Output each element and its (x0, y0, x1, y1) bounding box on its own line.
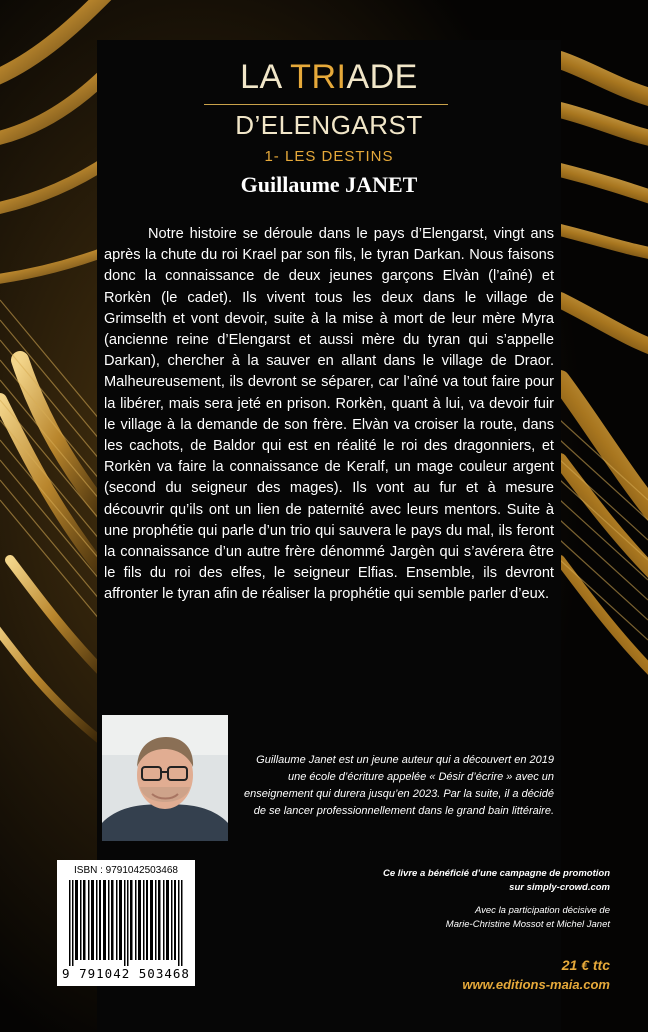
isbn-label: ISBN : 9791042503468 (74, 865, 178, 876)
author-bio: Guillaume Janet est un jeune auteur qui a découvert en 2019 une école d’écriture appelée « Désir d’écrire » avec un enseignement qui durera jusqu’en 2023. Par la suite, il a décidé de se lancer professionnellement dans le grand bain littéraire. (243, 754, 554, 817)
price: 21 € ttc (561, 957, 610, 973)
book-title-line2: D’ELENGARST (235, 110, 423, 140)
title-divider (204, 104, 448, 105)
participation-credits (310, 904, 610, 932)
author-photo (102, 715, 228, 841)
author-name: Guillaume JANET (240, 172, 418, 197)
participation-line-1: Avec la participation décisive de (474, 905, 610, 916)
book-title (97, 58, 561, 97)
barcode-box (57, 860, 195, 986)
publisher-website: www.editions-maia.com (462, 977, 610, 992)
participation-line-2: Marie-Christine Mossot et Michel Janet (445, 919, 610, 930)
volume-label: 1- LES DESTINS (264, 148, 394, 165)
synopsis-text: Notre histoire se déroule dans le pays d’Elengarst, vingt ans après la chute du roi Krael par son fils, le tyran Darkan. Nous faisons donc la connaissance de deux jeunes garçons Elvàn (l’aîné) et Rorkèn (le cadet). Ils vivent tous les deux dans le village de Grimselth et vont devoir, suite à la mise à mort de leur mère Myra (ancienne reine d’Elengarst et aussi mère du tyran qui s’appelle Darkan), chercher à la sauver en allant dans le village de Draor. Malheureusement, ils devront se séparer, car l’aîné va tout faire pour la libérer, mais sera jeté en prison. Rorkèn, quant à lui, va devoir fuir le village à la demande de son frère. Elvàn va croiser la route, dans les cachots, de Baldor qui est en réalité le roi des dragonniers, et Rorkèn va faire la connaissance de Keralf, un mage couleur argent (second du seigneur des mages). Ils vont au fur et à mesure découvrir qu’ils ont un lien de paternité avec leurs mentors. Suite à une prophétie qui parle d’un trio qui sauvera le pays du mal, ils feront la connaissance d’un autre frère dénommé Jargèn qui s’avérera être le fils du roi des elfes, le seigneur Elfias. Ensemble, ils devront affronter le tyran afin de réaliser la prophétie qui semble parler d’eux. (104, 226, 554, 603)
promo-line-2: sur simply-crowd.com (509, 882, 610, 893)
title-part-tri: TRI (290, 58, 347, 96)
title-part-la: LA (240, 58, 291, 96)
title-part-ade: ADE (346, 58, 418, 96)
barcode-digits: 9 791042 503468 (62, 966, 190, 981)
promo-line-1: Ce livre a bénéficié d’une campagne de promotion (383, 868, 610, 879)
barcode-icon (63, 880, 189, 966)
promo-notice (310, 867, 610, 895)
